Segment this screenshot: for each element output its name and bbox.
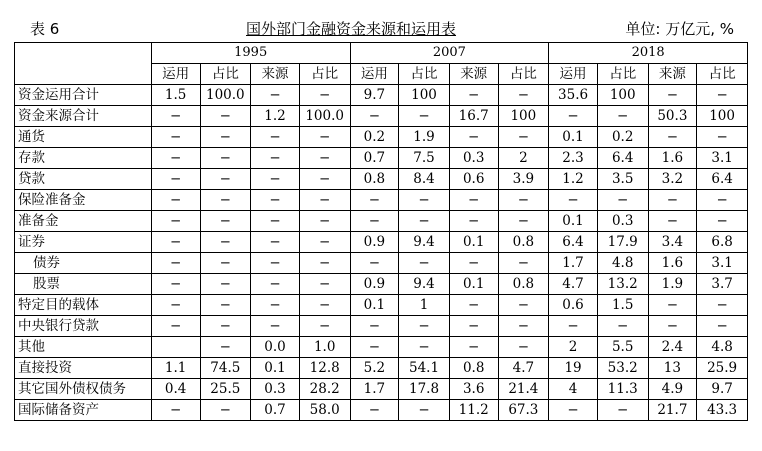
value-cell: 0.1 xyxy=(449,232,498,253)
value-cell: − xyxy=(251,85,300,106)
table-row xyxy=(15,337,748,358)
value-cell: − xyxy=(299,253,350,274)
value-cell: − xyxy=(299,232,350,253)
value-cell: − xyxy=(449,295,498,316)
value-cell: − xyxy=(151,169,200,190)
value-cell: − xyxy=(200,211,251,232)
subheader-cell: 占比 xyxy=(399,64,450,85)
value-cell: − xyxy=(151,274,200,295)
table-title: 国外部门金融资金来源和运用表 xyxy=(246,20,457,38)
value-cell: − xyxy=(498,211,549,232)
value-cell: − xyxy=(549,400,598,421)
value-cell: − xyxy=(151,106,200,127)
value-cell: − xyxy=(200,295,251,316)
value-cell: − xyxy=(399,190,450,211)
value-cell: − xyxy=(498,85,549,106)
value-cell: − xyxy=(200,232,251,253)
table-header xyxy=(0,0,762,42)
row-label: 保险准备金 xyxy=(15,190,152,211)
value-cell: − xyxy=(648,295,697,316)
value-cell: − xyxy=(449,127,498,148)
value-cell: − xyxy=(151,295,200,316)
value-cell: 3.5 xyxy=(597,169,648,190)
value-cell: − xyxy=(697,127,748,148)
value-cell: 74.5 xyxy=(200,358,251,379)
year-2018: 2018 xyxy=(549,43,748,64)
row-label: 其它国外债权债务 xyxy=(15,379,152,400)
value-cell: − xyxy=(200,253,251,274)
value-cell: − xyxy=(399,106,450,127)
value-cell: 1.6 xyxy=(648,253,697,274)
value-cell: − xyxy=(299,295,350,316)
value-cell: − xyxy=(549,106,598,127)
value-cell: 1.5 xyxy=(151,85,200,106)
subheader-cell: 运用 xyxy=(151,64,200,85)
value-cell: 7.5 xyxy=(399,148,450,169)
value-cell: − xyxy=(597,400,648,421)
value-cell: 100.0 xyxy=(200,85,251,106)
value-cell: 0.1 xyxy=(549,127,598,148)
value-cell: − xyxy=(151,253,200,274)
value-cell: − xyxy=(350,253,399,274)
value-cell: 1.2 xyxy=(251,106,300,127)
value-cell: − xyxy=(151,400,200,421)
value-cell: − xyxy=(251,253,300,274)
value-cell: 100 xyxy=(697,106,748,127)
value-cell: 53.2 xyxy=(597,358,648,379)
value-cell: − xyxy=(200,400,251,421)
value-cell: − xyxy=(597,106,648,127)
value-cell: 1.2 xyxy=(549,169,598,190)
value-cell: 100 xyxy=(399,85,450,106)
value-cell: − xyxy=(251,274,300,295)
value-cell: 19 xyxy=(549,358,598,379)
row-label: 债券 xyxy=(15,253,152,274)
value-cell: 0.2 xyxy=(350,127,399,148)
value-cell: − xyxy=(251,190,300,211)
value-cell: − xyxy=(151,316,200,337)
value-cell: 0.1 xyxy=(449,274,498,295)
value-cell: 1.0 xyxy=(299,337,350,358)
value-cell: − xyxy=(251,127,300,148)
value-cell: − xyxy=(299,211,350,232)
value-cell: 11.2 xyxy=(449,400,498,421)
value-cell: 3.7 xyxy=(697,274,748,295)
value-cell: − xyxy=(200,190,251,211)
table-row xyxy=(15,148,748,169)
value-cell: − xyxy=(151,232,200,253)
value-cell: − xyxy=(399,400,450,421)
subheader-cell: 运用 xyxy=(350,64,399,85)
value-cell: 5.2 xyxy=(350,358,399,379)
value-cell: 21.7 xyxy=(648,400,697,421)
value-cell: − xyxy=(449,85,498,106)
table-row xyxy=(15,274,748,295)
value-cell: 28.2 xyxy=(299,379,350,400)
value-cell: 3.6 xyxy=(449,379,498,400)
value-cell: 0.6 xyxy=(449,169,498,190)
value-cell: − xyxy=(697,316,748,337)
value-cell: − xyxy=(151,148,200,169)
value-cell: 3.1 xyxy=(697,148,748,169)
value-cell: 54.1 xyxy=(399,358,450,379)
value-cell: 4.8 xyxy=(597,253,648,274)
table-row xyxy=(15,127,748,148)
value-cell: 3.2 xyxy=(648,169,697,190)
value-cell: − xyxy=(200,337,251,358)
value-cell: 0.2 xyxy=(597,127,648,148)
value-cell: 58.0 xyxy=(299,400,350,421)
value-cell: 0.1 xyxy=(549,211,598,232)
value-cell: − xyxy=(151,190,200,211)
table-row xyxy=(15,232,748,253)
value-cell: − xyxy=(648,211,697,232)
value-cell: 35.6 xyxy=(549,85,598,106)
value-cell: 2.3 xyxy=(549,148,598,169)
table-row xyxy=(15,379,748,400)
value-cell: − xyxy=(399,337,450,358)
row-label: 贷款 xyxy=(15,169,152,190)
value-cell: − xyxy=(350,106,399,127)
value-cell: − xyxy=(350,337,399,358)
table-row xyxy=(15,106,748,127)
table-row xyxy=(15,316,748,337)
value-cell: 16.7 xyxy=(449,106,498,127)
value-cell: 100 xyxy=(498,106,549,127)
value-cell: − xyxy=(498,127,549,148)
value-cell: 2.4 xyxy=(648,337,697,358)
value-cell: 0.8 xyxy=(498,274,549,295)
value-cell: 13 xyxy=(648,358,697,379)
year-2007: 2007 xyxy=(350,43,549,64)
value-cell: 1.1 xyxy=(151,358,200,379)
value-cell: − xyxy=(200,274,251,295)
table-row xyxy=(15,295,748,316)
value-cell: − xyxy=(648,127,697,148)
table-row xyxy=(15,358,748,379)
value-cell: 0.8 xyxy=(449,358,498,379)
value-cell: 0.9 xyxy=(350,232,399,253)
value-cell: 67.3 xyxy=(498,400,549,421)
value-cell: − xyxy=(498,337,549,358)
row-label: 准备金 xyxy=(15,211,152,232)
value-cell: 4.9 xyxy=(648,379,697,400)
table-number: 表 6 xyxy=(30,20,60,38)
value-cell: 0.1 xyxy=(350,295,399,316)
row-label: 证券 xyxy=(15,232,152,253)
year-1995: 1995 xyxy=(151,43,350,64)
table-row xyxy=(15,190,748,211)
value-cell: − xyxy=(648,316,697,337)
value-cell: 1.9 xyxy=(399,127,450,148)
value-cell: − xyxy=(251,295,300,316)
value-cell: − xyxy=(251,148,300,169)
value-cell: − xyxy=(648,190,697,211)
value-cell: − xyxy=(350,400,399,421)
value-cell: − xyxy=(449,211,498,232)
table-row xyxy=(15,85,748,106)
year-header-row xyxy=(15,43,748,64)
value-cell: 12.8 xyxy=(299,358,350,379)
value-cell: − xyxy=(151,127,200,148)
value-cell: − xyxy=(251,232,300,253)
value-cell: − xyxy=(498,253,549,274)
row-label: 国际储备资产 xyxy=(15,400,152,421)
value-cell: 2 xyxy=(549,337,598,358)
value-cell: − xyxy=(299,127,350,148)
subheader-cell: 来源 xyxy=(449,64,498,85)
value-cell: − xyxy=(549,316,598,337)
value-cell: − xyxy=(350,316,399,337)
value-cell: − xyxy=(251,211,300,232)
value-cell: − xyxy=(200,169,251,190)
value-cell: 0.1 xyxy=(251,358,300,379)
value-cell: 1 xyxy=(399,295,450,316)
value-cell: − xyxy=(498,190,549,211)
subheader-cell: 占比 xyxy=(200,64,251,85)
row-label: 中央银行贷款 xyxy=(15,316,152,337)
value-cell: 100 xyxy=(597,85,648,106)
value-cell: − xyxy=(597,190,648,211)
unit-label: 单位: 万亿元, % xyxy=(625,20,734,38)
value-cell: − xyxy=(299,190,350,211)
value-cell: − xyxy=(449,337,498,358)
corner-cell xyxy=(15,43,152,85)
subheader-cell: 运用 xyxy=(549,64,598,85)
subheader-cell: 来源 xyxy=(251,64,300,85)
value-cell: 0.7 xyxy=(251,400,300,421)
value-cell: − xyxy=(251,169,300,190)
row-label: 通货 xyxy=(15,127,152,148)
value-cell: − xyxy=(299,85,350,106)
value-cell: − xyxy=(251,316,300,337)
table-row xyxy=(15,400,748,421)
value-cell: 0.4 xyxy=(151,379,200,400)
value-cell: 4.7 xyxy=(498,358,549,379)
value-cell: 4 xyxy=(549,379,598,400)
value-cell: 4.8 xyxy=(697,337,748,358)
subheader-cell: 占比 xyxy=(597,64,648,85)
value-cell: − xyxy=(697,85,748,106)
value-cell: 9.4 xyxy=(399,274,450,295)
value-cell: − xyxy=(200,148,251,169)
value-cell: 8.4 xyxy=(399,169,450,190)
value-cell: − xyxy=(449,190,498,211)
row-label: 资金运用合计 xyxy=(15,85,152,106)
value-cell: 17.9 xyxy=(597,232,648,253)
value-cell: 0.7 xyxy=(350,148,399,169)
value-cell: − xyxy=(350,190,399,211)
subheader-cell: 来源 xyxy=(648,64,697,85)
table-row xyxy=(15,211,748,232)
value-cell: 0.8 xyxy=(498,232,549,253)
value-cell: 1.6 xyxy=(648,148,697,169)
value-cell: 0.3 xyxy=(251,379,300,400)
funds-table xyxy=(14,42,748,421)
row-label: 直接投资 xyxy=(15,358,152,379)
value-cell: 43.3 xyxy=(697,400,748,421)
value-cell: 0.9 xyxy=(350,274,399,295)
value-cell: − xyxy=(399,253,450,274)
value-cell: 3.1 xyxy=(697,253,748,274)
table-row xyxy=(15,253,748,274)
value-cell: − xyxy=(299,148,350,169)
value-cell: − xyxy=(597,316,648,337)
value-cell: 21.4 xyxy=(498,379,549,400)
value-cell: 17.8 xyxy=(399,379,450,400)
value-cell: 0.3 xyxy=(449,148,498,169)
subheader-cell: 占比 xyxy=(498,64,549,85)
value-cell: 1.9 xyxy=(648,274,697,295)
value-cell: 2 xyxy=(498,148,549,169)
value-cell: 25.5 xyxy=(200,379,251,400)
value-cell: − xyxy=(399,316,450,337)
value-cell: − xyxy=(299,316,350,337)
value-cell: 0.6 xyxy=(549,295,598,316)
value-cell: 0.8 xyxy=(350,169,399,190)
value-cell: 5.5 xyxy=(597,337,648,358)
row-label: 其他 xyxy=(15,337,152,358)
value-cell: 3.9 xyxy=(498,169,549,190)
table-row xyxy=(15,169,748,190)
value-cell: − xyxy=(648,85,697,106)
value-cell: 1.7 xyxy=(350,379,399,400)
value-cell: − xyxy=(697,211,748,232)
value-cell: − xyxy=(299,169,350,190)
subheader-cell: 占比 xyxy=(697,64,748,85)
value-cell: 3.4 xyxy=(648,232,697,253)
value-cell: − xyxy=(498,295,549,316)
row-label: 资金来源合计 xyxy=(15,106,152,127)
value-cell: − xyxy=(449,253,498,274)
value-cell: 11.3 xyxy=(597,379,648,400)
value-cell: 1.7 xyxy=(549,253,598,274)
value-cell: − xyxy=(697,295,748,316)
value-cell: 0.0 xyxy=(251,337,300,358)
value-cell: 4.7 xyxy=(549,274,598,295)
value-cell: − xyxy=(549,190,598,211)
value-cell: 9.7 xyxy=(350,85,399,106)
value-cell: 6.4 xyxy=(697,169,748,190)
value-cell: − xyxy=(200,316,251,337)
row-label: 股票 xyxy=(15,274,152,295)
value-cell: − xyxy=(299,274,350,295)
value-cell: 9.7 xyxy=(697,379,748,400)
value-cell: 6.4 xyxy=(549,232,598,253)
value-cell: 25.9 xyxy=(697,358,748,379)
value-cell: 6.8 xyxy=(697,232,748,253)
row-label: 存款 xyxy=(15,148,152,169)
value-cell xyxy=(151,337,200,358)
value-cell: − xyxy=(200,106,251,127)
value-cell: − xyxy=(399,211,450,232)
value-cell: 50.3 xyxy=(648,106,697,127)
value-cell: 9.4 xyxy=(399,232,450,253)
value-cell: 1.5 xyxy=(597,295,648,316)
row-label: 特定目的载体 xyxy=(15,295,152,316)
value-cell: 0.3 xyxy=(597,211,648,232)
value-cell: − xyxy=(498,316,549,337)
value-cell: 13.2 xyxy=(597,274,648,295)
value-cell: − xyxy=(449,316,498,337)
value-cell: − xyxy=(697,190,748,211)
value-cell: − xyxy=(151,211,200,232)
value-cell: − xyxy=(200,127,251,148)
value-cell: 100.0 xyxy=(299,106,350,127)
value-cell: 6.4 xyxy=(597,148,648,169)
value-cell: − xyxy=(350,211,399,232)
subheader-cell: 占比 xyxy=(299,64,350,85)
